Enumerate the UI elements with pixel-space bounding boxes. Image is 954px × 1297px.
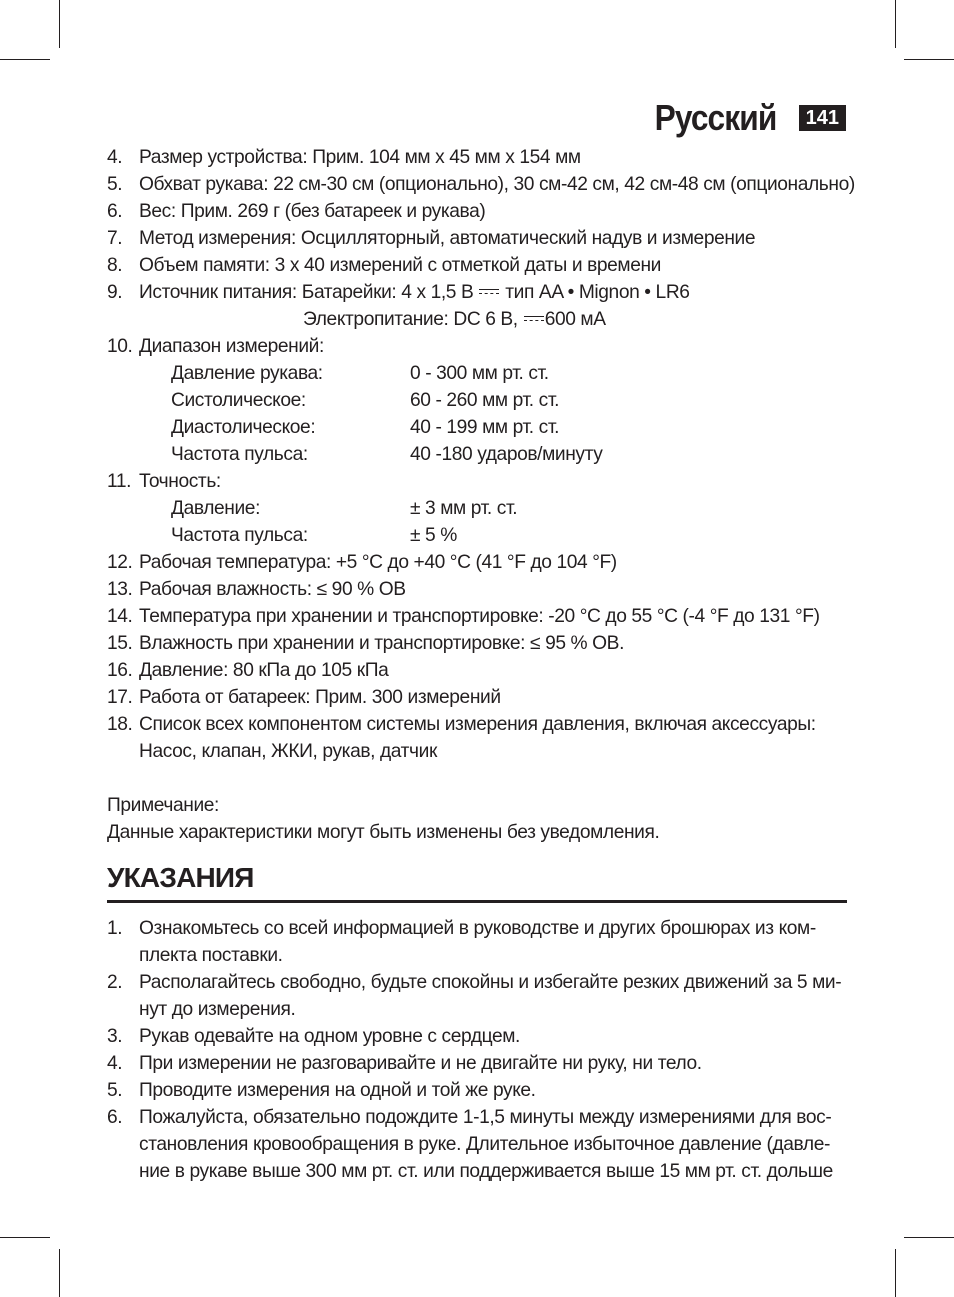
range-value: 40 -180 ударов/минуту: [410, 444, 603, 465]
range-label: Давление рукава:: [171, 363, 323, 384]
instruction-list: [107, 915, 847, 1185]
dc-symbol-icon: [479, 289, 499, 298]
item-line: Пожалуйста, обязательно подождите 1-1,5 минуты между измерениями для вос-: [139, 1107, 832, 1128]
crop-mark-top-right-h: [904, 59, 954, 60]
list-item: [107, 225, 847, 252]
power-adapter-current: 600 мА: [544, 309, 606, 330]
item-number: 14.: [107, 606, 133, 627]
list-item: [107, 657, 847, 684]
accuracy-label: Давление:: [171, 498, 261, 519]
crop-mark-top-left-v: [59, 0, 60, 48]
range-value: 40 - 199 мм рт. ст.: [410, 417, 560, 438]
item-line: Ознакомьтесь со всей информацией в руководстве и других брошюрах из ком-: [139, 918, 816, 939]
list-item-accuracy: [107, 468, 847, 495]
item-text: Влажность при хранении и транспортировке: ≤ 95 % ОВ.: [139, 633, 624, 654]
item-line: Насос, клапан, ЖКИ, рукав, датчик: [139, 741, 437, 762]
item-number: 4.: [107, 1053, 123, 1074]
crop-mark-top-left-h: [0, 59, 50, 60]
item-text: Рабочая температура: +5 °C до +40 °C (41 °F до 104 °F): [139, 552, 617, 573]
list-item: [107, 171, 855, 198]
list-item: [107, 1023, 847, 1050]
list-item-power: [107, 279, 847, 306]
item-line: плекта поставки.: [139, 945, 283, 966]
range-value: 60 - 260 мм рт. ст.: [410, 390, 560, 411]
item-line: ние в рукаве выше 300 мм рт. ст. или поддерживается выше 15 мм рт. ст. дольше: [139, 1161, 833, 1182]
list-item: [107, 711, 847, 765]
list-item: [107, 1050, 847, 1077]
list-item: [107, 1077, 847, 1104]
item-number: 5.: [107, 1080, 123, 1101]
item-text: Объем памяти: 3 x 40 измерений с отметкой даты и времени: [139, 255, 661, 276]
item-text: Давление: 80 кПа до 105 кПа: [139, 660, 389, 681]
item-number: 1.: [107, 918, 123, 939]
range-value: 0 - 300 мм рт. ст.: [410, 363, 549, 384]
accuracy-row: [107, 522, 847, 549]
item-number: 6.: [107, 1107, 123, 1128]
item-number: 11.: [107, 471, 132, 492]
item-number: 13.: [107, 579, 133, 600]
accuracy-row: [107, 495, 847, 522]
note-label: Примечание:: [107, 795, 219, 816]
power-adapter-text: Электропитание: DC 6 В,: [303, 309, 518, 330]
note-block: [107, 792, 847, 846]
range-row: [107, 387, 847, 414]
range-label: Частота пульса:: [171, 444, 308, 465]
range-row: [107, 360, 847, 387]
range-label: Диастолическое:: [171, 417, 316, 438]
list-item: [107, 252, 847, 279]
page-content: [107, 144, 855, 1185]
item-line: Список всех компонентом системы измерения давления, включая аксессуары:: [139, 714, 816, 735]
item-number: 10.: [107, 336, 133, 357]
list-item: [107, 1104, 847, 1185]
list-item: [107, 684, 847, 711]
item-text: Проводите измерения на одной и той же руке.: [139, 1080, 536, 1101]
item-text: [139, 915, 847, 969]
range-row: [107, 441, 847, 468]
accuracy-value: ± 5 %: [410, 525, 457, 546]
item-text: Точность:: [139, 471, 221, 492]
item-text: [139, 1104, 847, 1185]
crop-mark-bottom-left-h: [0, 1237, 50, 1238]
item-number: 8.: [107, 255, 123, 276]
section-title: УКАЗАНИЯ: [107, 860, 847, 903]
range-row: [107, 414, 847, 441]
item-text: Размер устройства: Прим. 104 мм x 45 мм x 154 мм: [139, 147, 581, 168]
item-number: 3.: [107, 1026, 123, 1047]
crop-mark-top-right-v: [895, 0, 896, 48]
item-text: Рабочая влажность: ≤ 90 % ОВ: [139, 579, 406, 600]
list-item: [107, 969, 847, 1023]
dc-symbol-icon: [524, 316, 544, 325]
accuracy-label: Частота пульса:: [171, 525, 308, 546]
item-number: 9.: [107, 282, 123, 303]
item-text: Рукав одевайте на одном уровне с сердцем.: [139, 1026, 520, 1047]
item-line: Располагайтесь свободно, будьте спокойны и избегайте резких движений за 5 ми-: [139, 972, 842, 993]
item-number: 15.: [107, 633, 133, 654]
list-item: [107, 576, 847, 603]
accuracy-value: ± 3 мм рт. ст.: [410, 498, 518, 519]
spec-list: [107, 144, 855, 765]
note-text: Данные характеристики могут быть изменены без уведомления.: [107, 822, 660, 843]
crop-mark-bottom-left-v: [59, 1249, 60, 1297]
list-item-range: [107, 333, 847, 360]
item-number: 17.: [107, 687, 133, 708]
crop-mark-bottom-right-h: [904, 1237, 954, 1238]
item-number: 2.: [107, 972, 123, 993]
item-text: При измерении не разговаривайте и не двигайте ни руку, ни тело.: [139, 1053, 702, 1074]
item-number: 18.: [107, 714, 133, 735]
item-line: нут до измерения.: [139, 999, 296, 1020]
list-item: [107, 915, 847, 969]
item-text: [139, 969, 847, 1023]
range-label: Систолическое:: [171, 390, 306, 411]
item-number: 6.: [107, 201, 123, 222]
list-item: [107, 198, 847, 225]
list-item: [107, 630, 847, 657]
power-adapter-line: [107, 306, 847, 333]
item-text: Температура при хранении и транспортировке: -20 °C до 55 °C (-4 °F до 131 °F): [139, 606, 820, 627]
item-text: Метод измерения: Осцилляторный, автоматический надув и измерение: [139, 228, 756, 249]
item-number: 7.: [107, 228, 123, 249]
page-header: [638, 96, 846, 140]
crop-mark-bottom-right-v: [895, 1249, 896, 1297]
item-line: становления кровообращения в руке. Длительное избыточное давление (давле-: [139, 1134, 830, 1155]
spacer: [107, 765, 847, 792]
item-text: Обхват рукава: 22 см-30 см (опционально), 30 см-42 см, 42 см-48 см (опционально): [139, 174, 855, 195]
power-battery-type: тип AA • Mignon • LR6: [505, 282, 690, 303]
item-number: 5.: [107, 174, 123, 195]
item-text: [139, 711, 847, 765]
item-number: 12.: [107, 552, 133, 573]
page-number: 141: [799, 105, 846, 131]
item-number: 16.: [107, 660, 133, 681]
list-item: [107, 603, 847, 630]
item-text: Диапазон измерений:: [139, 336, 324, 357]
list-item: [107, 549, 847, 576]
language-title: Русский: [654, 97, 777, 138]
item-text: [139, 279, 847, 306]
item-text: Работа от батареек: Прим. 300 измерений: [139, 687, 501, 708]
power-battery-text: Источник питания: Батарейки: 4 x 1,5 В: [139, 282, 474, 303]
item-number: 4.: [107, 147, 123, 168]
list-item: [107, 144, 847, 171]
item-text: Вес: Прим. 269 г (без батареек и рукава): [139, 201, 486, 222]
